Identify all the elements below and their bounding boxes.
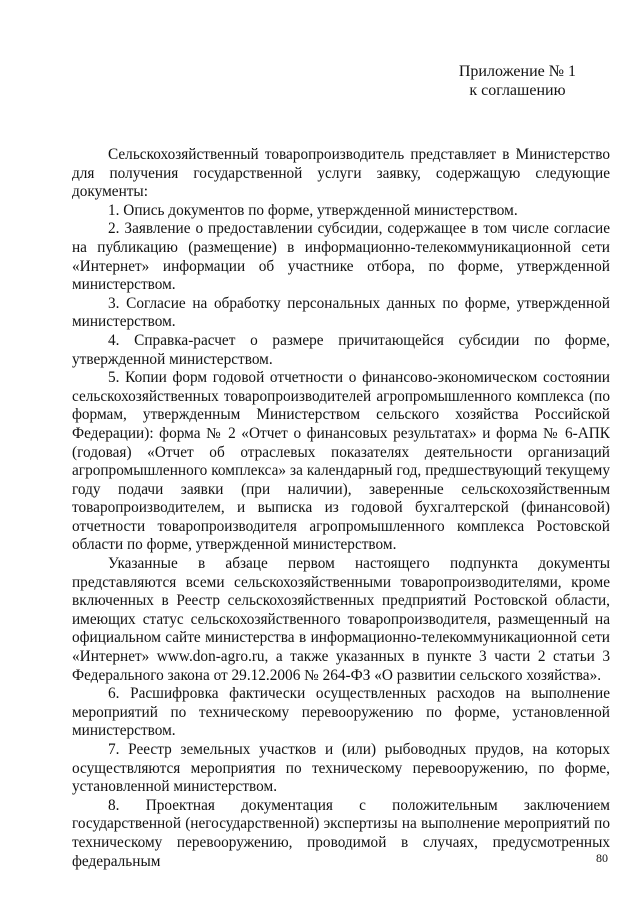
appendix-title: Приложение № 1 [458, 63, 576, 80]
list-item-3: 3. Согласие на обработку персональных данных по форме, утвержденной министерством. [72, 294, 610, 331]
intro-paragraph: Сельскохозяйственный товаропроизводитель представляет в Министерство для получения государственной услуги заявку, содержащую следующие документы: [72, 146, 610, 201]
list-item-8: 8. Проектная документация с положительным заключением государственной (негосударственной) экспертизы на выполнение мероприятий по техническому перевооружению, проводимой в случаях, предусмотренных федеральным [72, 796, 610, 870]
appendix-header [459, 62, 576, 100]
appendix-subtitle: к соглашению [469, 82, 566, 99]
list-item-4: 4. Справка-расчет о размере причитающейся субсидии по форме, утвержденной министерством. [72, 331, 610, 368]
list-item-2: 2. Заявление о предоставлении субсидии, содержащее в том числе согласие на публикацию (размещение) в информационно-телекоммуникационной сети «Интернет» информации об участнике отбора, по форме, утвержденной министерством. [72, 220, 610, 294]
list-item-5: 5. Копии форм годовой отчетности о финансово-экономическом состоянии сельскохозяйственных товаропроизводителей агропромышленного комплекса (по формам, утвержденным Министерством сельского хозяйства Российской Федерации): форма № 2 «Отчет о финансовых результатах» и форма № 6-АПК (годовая) «Отчет об отраслевых показателях деятельности организаций агропромышленного комплекса» за календарный год, предшествующий текущему году подачи заявки (при наличии), заверенные сельскохозяйственным товаропроизводителем, и выписка из годовой бухгалтерской (финансовой) отчетности товаропроизводителя агропромышленного комплекса Ростовской области по форме, утвержденной министерством. [72, 369, 610, 554]
list-item-5-note: Указанные в абзаце первом настоящего подпункта документы представляются всеми сельскохозяйственными товаропроизводителями, кроме включенных в Реестр сельскохозяйственных предприятий Ростовской области, имеющих статус сельскохозяйственного товаропроизводителя, размещенный на официальном сайте министерства в информационно-телекоммуникационной сети «Интернет» www.don-agro.ru, а также указанных в пункте 3 части 2 статьи 3 Федерального закона от 29.12.2006 № 264-ФЗ «О развитии сельского хозяйства». [72, 555, 610, 684]
list-item-7: 7. Реестр земельных участков и (или) рыбоводных прудов, на которых осуществляются мероприятия по техническому перевооружению, по форме, установленной министерством. [72, 741, 610, 796]
page-number: 80 [596, 851, 608, 865]
list-item-1: 1. Опись документов по форме, утвержденной министерством. [108, 201, 518, 219]
document-body [72, 146, 610, 871]
list-item-6: 6. Расшифровка фактически осуществленных расходов на выполнение мероприятий по техническому перевооружению по форме, установленной министерством. [72, 685, 610, 740]
